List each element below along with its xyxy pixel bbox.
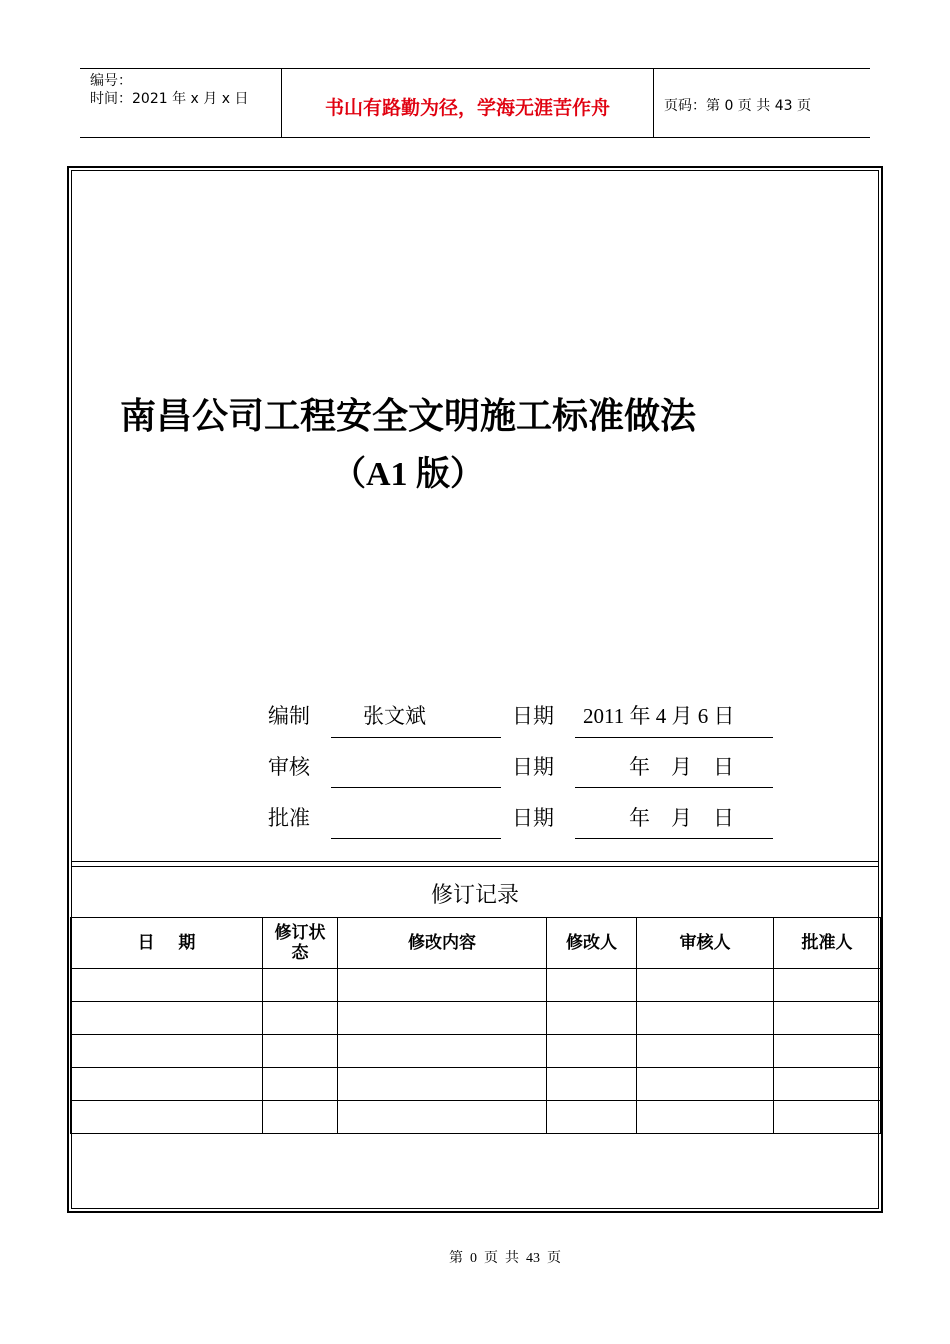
compiled-by-label: 编制: [268, 704, 310, 728]
table-cell: [71, 1035, 263, 1068]
table-cell: [637, 1101, 774, 1134]
table-cell: [263, 1002, 338, 1035]
approved-by-underline: [331, 838, 501, 839]
approved-date-underline: [575, 838, 773, 839]
table-cell: [263, 1035, 338, 1068]
section-divider: [72, 861, 878, 867]
table-cell: [71, 1101, 263, 1134]
revision-table: [70, 917, 881, 1134]
reviewed-date-underline: [575, 787, 773, 788]
table-cell: [71, 1068, 263, 1101]
header-motto-cell: [282, 69, 654, 137]
document-subtitle: （A1 版）: [331, 456, 485, 493]
col-date: 日 期: [71, 918, 263, 969]
document-title: 南昌公司工程安全文明施工标准做法: [119, 396, 696, 437]
table-cell: [774, 1101, 881, 1134]
table-cell: [547, 1002, 637, 1035]
table-cell: [637, 1068, 774, 1101]
col-change-content: 修改内容: [338, 918, 547, 969]
table-cell: [637, 1035, 774, 1068]
table-cell: [338, 969, 547, 1002]
table-row: [71, 1101, 881, 1134]
header-page-cell: [654, 69, 870, 137]
table-cell: [774, 1068, 881, 1101]
table-cell: [637, 1002, 774, 1035]
table-cell: [547, 1101, 637, 1134]
reviewed-date-label: 日期: [512, 755, 554, 779]
motto-text: 书山有路勤为径，学海无涯苦作舟: [324, 97, 610, 119]
compiled-date-value: 2011 年 4 月 6 日: [583, 704, 735, 728]
reviewed-by-underline: [331, 787, 501, 788]
time-label: 时间：2021 年 x 月 x 日: [90, 91, 249, 107]
table-cell: [547, 969, 637, 1002]
table-cell: [338, 1068, 547, 1101]
header-meta-cell: [80, 69, 282, 137]
page-footer: 第 0 页 共 43 页: [449, 1251, 561, 1266]
revision-header-row: [71, 918, 881, 969]
col-reviewer: 审核人: [637, 918, 774, 969]
col-modifier: 修改人: [547, 918, 637, 969]
doc-number-label: 编号：: [90, 73, 132, 89]
table-row: [71, 1068, 881, 1101]
table-cell: [263, 969, 338, 1002]
table-row: [71, 969, 881, 1002]
table-cell: [71, 1002, 263, 1035]
reviewed-by-label: 审核: [268, 755, 310, 779]
table-cell: [263, 1068, 338, 1101]
table-cell: [338, 1035, 547, 1068]
compiled-date-underline: [575, 737, 773, 738]
compiled-date-label: 日期: [512, 704, 554, 728]
approved-date-value: 年 月 日: [629, 806, 734, 830]
table-cell: [71, 969, 263, 1002]
table-cell: [637, 969, 774, 1002]
table-cell: [547, 1068, 637, 1101]
page-header: [80, 68, 870, 138]
table-cell: [263, 1101, 338, 1134]
col-approver: 批准人: [774, 918, 881, 969]
table-cell: [547, 1035, 637, 1068]
table-row: [71, 1002, 881, 1035]
table-row: [71, 1035, 881, 1068]
table-cell: [774, 1002, 881, 1035]
compiled-by-underline: [331, 737, 501, 738]
approved-by-label: 批准: [268, 806, 310, 830]
table-cell: [338, 1002, 547, 1035]
page-info: 页码：第 0 页 共 43 页: [664, 98, 811, 114]
table-cell: [338, 1101, 547, 1134]
revision-record-title: 修订记录: [430, 883, 519, 908]
table-cell: [774, 1035, 881, 1068]
table-cell: [774, 969, 881, 1002]
reviewed-date-value: 年 月 日: [629, 755, 734, 779]
col-revision-status: 修订状态: [263, 918, 338, 969]
compiled-by-name: 张文斌: [363, 704, 426, 728]
approved-date-label: 日期: [512, 806, 554, 830]
